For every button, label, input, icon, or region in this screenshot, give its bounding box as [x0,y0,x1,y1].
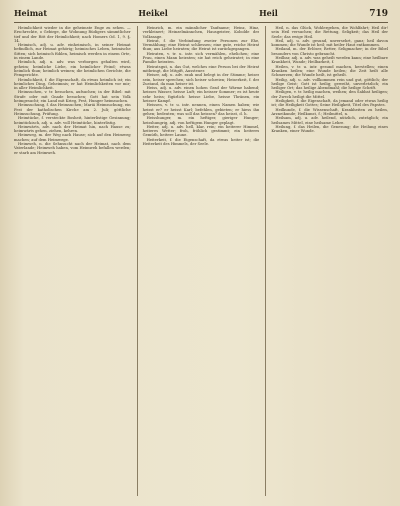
dictionary-entry: Heissen, v. tr. u. intr. nennen, einen Namen haben; wie heisst er? er heisst Karl; befehlen, gebieten; er hiess ihn gehen; bedeuten; was soll das heissen? das heisst, d. h. [142,103,260,116]
dictionary-entry: Heimsuchung, f. das Heimsuchen; Mariä Heimsuchung, ein Fest der katholischen Kirche am 2. Juli; göttliche Heimsuchung, Prüfung. [14,103,131,116]
dictionary-entry: Heil, adj. u. adv. gesund, unversehrt, ganz; heil davon kommen; die Wunde ist heil; mit heiler Haut entkommen. [271,38,388,48]
dictionary-entry: Heimweh, n. die Sehnsucht nach der Heimat, nach dem Vaterlande; Heimweh haben, vom Heimweh befallen werden; er starb am Heimweh. [14,142,131,155]
dictionary-entry: Heilen, v. tr. u. intr. gesund machen, herstellen; einen Kranken heilen; eine Wunde heilen; die Zeit heilt alle Schmerzen; die Wunde heilt, ist geheilt. [271,64,388,78]
dictionary-entry: Heirat, f. die Verbindung zweier Personen zur Ehe, Vermählung; eine Heirat schliessen; eine gute, reiche Heirat thun; aus Liebe heiraten; die Heirat ist zurückgegangen. [142,38,260,52]
page-number: 719 [369,9,388,19]
column-2 [137,26,260,496]
dictionary-entry: Heil, n. das Glück, Wohlergehen, die Wohlfahrt; Heil dir! sein Heil versuchen; die Rettung, Seligkeit; das Heil der Seele; das ewige Heil. [271,26,388,39]
dictionary-entry: Heimwärts, adv. nach der Heimat hin, nach Hause zu; heimwärts gehen, ziehen, kehren. [14,124,131,134]
dictionary-entry: Heimlichkeit, f. die Eigenschaft, da etwas heimlich ist; ein heimliches Ding, Geheimnis; er hat Heimlichkeiten vor mir; in aller Heimlichkeit. [14,77,131,91]
dictionary-entry: Heimlich, adj. u. adv. was verborgen gehalten wird, geheim; heimliche Liebe, ein heimlicher Feind; etwas heimlich thun; heimlich weinen; die heimlichen Gerichte, die Femgerichte. [14,60,131,78]
dictionary-entry: Heimlichkeit wieder in die geheimste Enge zu sehen. — Erschreckte, o Gebirge, die Wohnung Rüdigers sämmtlicher tief und der Ritt der Heimlichkeit; nach Homers Od. 1, 9. §. 14. [14,26,131,43]
dictionary-entry: Heinrich, m. ein männlicher Taufname; Heinz, Hinz, verkleinert; Heinzelmännchen, Hausgeister, Kobolde der Volkssage. [142,26,260,39]
dictionary-entry: Heilsam, adj. u. adv. heilend, nützlich, zuträglich; ein heilsames Mittel, eine heilsame Lehre. [271,116,388,125]
column-3 [265,26,388,496]
dictionary-entry: Heiligen, v. tr. heilig machen, weihen; den Sabbat heiligen; der Zweck heiligt die Mittel. [271,90,388,99]
page-header [14,8,388,23]
dictionary-entry: Heimisch, adj. u. adv. einheimisch, in seiner Heimat befindlich, zur Heimat gehörig; heimisches Leben, heimische Sitten; sich heimisch fühlen, heimisch werden in einem Orte, in einem Lande. [14,43,131,61]
dictionary-entry: Heiraten, v. tr. u. intr. sich vermählen, ehelichen; eine Frau, einen Mann heiraten; sie hat reich geheiratet; in eine Familie heiraten. [142,51,260,65]
dictionary-entry: Heiligkeit, f. die Eigenschaft, da jemand oder etwas heilig ist; die Heiligkeit Gottes; Seine Heiligkeit, Titel des Papstes. [271,99,388,108]
dictionary-entry: Heilung, f. das Heilen, die Genesung; die Heilung eines Kranken, einer Wunde. [271,124,388,134]
header-center-word: Heikel [138,8,168,18]
column-1 [14,26,131,496]
text-columns [14,26,388,496]
dictionary-entry: Heiser, adj. u. adv. rauh und belegt in der Stimme; heiser sein, heiser sprechen; sich heiser schreien; Heiserkeit, f. der Zustand, da man heiser ist. [142,73,260,86]
dictionary-entry: Heimtücke, f. versteckte Bosheit, hinterlistige Gesinnung; heimtückisch, adj. u. adv. voll Heimtücke, hinterlistig. [14,116,131,125]
dictionary-entry: Heiter, adj. u. adv. hell, klar, rein; ein heiterer Himmel, heiteres Wetter; froh, fröhlich gestimmt; ein heiteres Gemüth, heitere Laune. [142,124,260,138]
dictionary-entry: Heiterkeit, f. die Eigenschaft, da etwas heiter ist; die Heiterkeit des Himmels, der Seele. [142,137,260,147]
dictionary-entry: Heilkunde, f. die Wissenschaft, Krankheiten zu heilen, Arzneikunde; Heilkunst, f.; Heilmittel, n. [271,107,388,116]
dictionary-entry: Heiss, adj. u. adv. einen hohen Grad der Wärme habend; heisses Wasser, heisse Luft; ein heisser Sommer; es ist heute sehr heiss; figürlich: heisse Liebe, heisse Thränen, ein heisser Kampf. [142,86,260,104]
dictionary-entry: Heiland, m. der Erlöser, Retter, Seligmacher; in der Bibel besonders von Christo gebraucht. [271,47,388,56]
dictionary-entry: Heimweg, m. der Weg nach Hause; sich auf den Heimweg machen; auf dem Heimwege. [14,133,131,142]
dictionary-entry: Heimsuchen, v. tr. besuchen, aufsuchen; in der Bibel: mit Strafe oder mit Gnade besuchen; Gott hat sein Volk heimgesucht; ein Land mit Krieg, Pest, Hunger heimsuchen. [14,90,131,104]
header-right-word: Heil [259,8,278,18]
dictionary-entry: Heiratsgut, n. das Gut, welches eine Person bei der Heirat mitbringt, die Mitgift, Aussteuer. [142,64,260,73]
dictionary-entry: Heisshunger, m. ein heftiger, gieriger Hunger; heisshungrig, adj. von heftigem Hunger geplagt. [142,116,260,125]
dictionary-entry: Heilbar, adj. u. adv. was geheilt werden kann; eine heilbare Krankheit, Wunde; Heilbarkeit, f. [271,56,388,65]
header-left-word: Heimat [14,8,48,18]
dictionary-entry: Heilig, adj. u. adv. vollkommen rein und gut, göttlich; der heilige Geist; Gott ist heilig; geweiht, unverletzlich; ein heiliger Ort; das heilige Abendmahl; die heilige Schrift. [271,77,388,91]
